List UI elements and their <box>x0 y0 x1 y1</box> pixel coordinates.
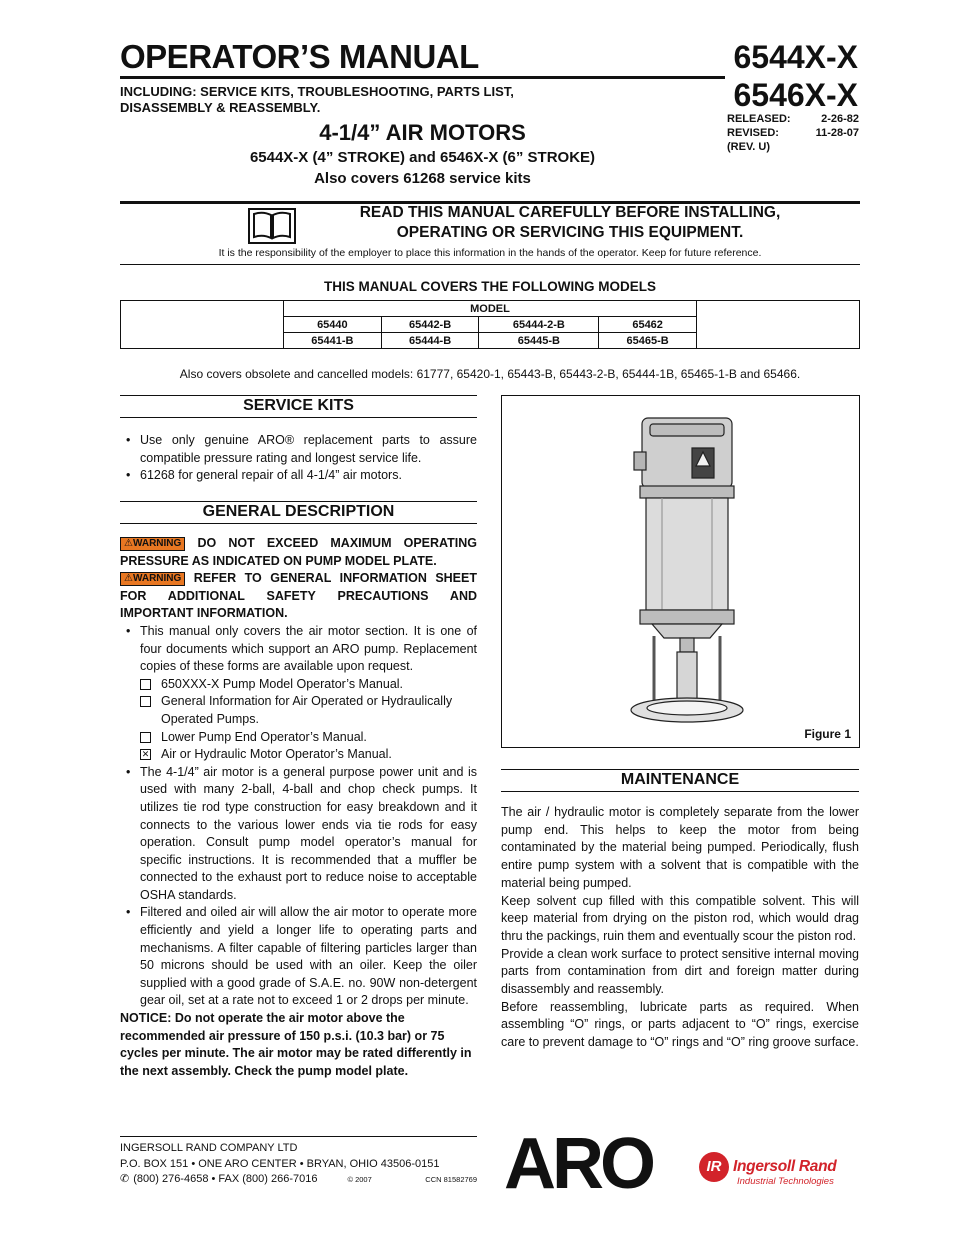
maintenance-paragraph: Keep solvent cup filled with this compatible solvent. This will keep material from drying on the piston rod, which would drag thru the packings, ruin them and eventually scour the piston rod. <box>501 893 859 943</box>
models-table-title: THIS MANUAL COVERS THE FOLLOWING MODELS <box>324 279 656 294</box>
covers-line: Also covers 61268 service kits <box>314 170 531 187</box>
product-title: 4-1/4” AIR MOTORS <box>319 120 526 145</box>
section-heading: MAINTENANCE <box>501 769 859 792</box>
document-check-item: General Information for Air Operated or Hydraulically Operated Pumps. <box>140 693 477 728</box>
checkbox-icon <box>140 732 151 743</box>
warning-badge: ⚠WARNING <box>120 537 185 551</box>
general-description-section <box>120 501 477 1080</box>
read-manual-warning: READ THIS MANUAL CAREFULLY BEFORE INSTALLING, OPERATING OR SERVICING THIS EQUIPMENT. <box>359 204 781 241</box>
footer-rule <box>120 1136 477 1137</box>
section-heading: GENERAL DESCRIPTION <box>120 501 477 524</box>
list-item: • The 4-1/4” air motor is a general purpose power unit and is used with many 2-ball, 4-ball and chop check pumps. It utilizes tie rod type construction for easy breakdown and it connects to the various lower ends via tie rods for easy operation. Consult pump model operator’s manual for specific instructions. It is recommended that a muffler be connected to the exhaust port to reduce noise to acceptable OSHA standards. <box>120 764 477 905</box>
figure-caption: Figure 1 <box>804 727 851 741</box>
maintenance-paragraph: The air / hydraulic motor is completely separate from the lower pump end. This helps to keep the motor from being contaminated by the material being pumped. Periodically, flush entire pump system with a solvent that is compatible with the material being pumped. <box>501 805 859 890</box>
revised-date: 11-28-07 <box>815 127 859 139</box>
warning-2: ⚠WARNING REFER TO GENERAL INFORMATION SHEET FOR ADDITIONAL SAFETY PRECAUTIONS AND IMPORTANT INFORMATION. <box>120 571 477 621</box>
ingersoll-rand-logo: IR Ingersoll Rand Industrial Technologies <box>699 1152 861 1187</box>
ir-logo-mark: IR <box>699 1152 729 1182</box>
document-check-item: ✕ Air or Hydraulic Motor Operator’s Manual. <box>141 747 392 762</box>
models-table <box>120 300 860 349</box>
list-item: • Use only genuine ARO® replacement parts to assure compatible pressure rating and longest service life. <box>120 432 477 467</box>
aro-logo: ARO <box>504 1124 652 1204</box>
company-address: INGERSOLL RAND COMPANY LTD P.O. BOX 151 • ONE ARO CENTER • BRYAN, OHIO 43506-0151 ✆ (800) 276-4658 • FAX (800) 266-7016 © 2007 CCN 81582769 <box>120 1141 477 1188</box>
service-kits-section <box>120 395 477 485</box>
warning-badge: ⚠WARNING <box>120 572 185 586</box>
document-check-item: Lower Pump End Operator’s Manual. <box>140 729 477 747</box>
figure-1 <box>501 395 860 748</box>
maintenance-section <box>501 769 859 1052</box>
document-check-item: 650XXX-X Pump Model Operator’s Manual. <box>140 676 477 694</box>
stroke-line: 6544X-X (4” STROKE) and 6546X-X (6” STROKE) <box>249 149 596 166</box>
revision: (REV. U) <box>727 141 770 153</box>
phone-icon: ✆ <box>120 1173 130 1185</box>
covers-rule <box>120 264 860 265</box>
released-date: 2-26-82 <box>821 113 859 125</box>
table-row: 65441-B 65444-B 65445-B 65465-B <box>121 333 860 349</box>
obsolete-models: Also covers obsolete and cancelled models: 61777, 65420-1, 65443-B, 65443-2-B, 65444-1B, 65465-1-B and 65466. <box>179 367 801 381</box>
air-motor-illustration <box>622 408 752 728</box>
list-item: • 61268 for general repair of all 4-1/4” air motors. <box>120 467 477 485</box>
maintenance-paragraph: Provide a clean work surface to protect sensitive internal moving parts from contamination from dirt and foreign matter during disassembly and reassembly. <box>501 946 859 997</box>
model-numbers <box>733 38 858 114</box>
checkbox-icon <box>140 679 151 690</box>
release-info: RELEASED: 2-26-82 REVISED: 11-28-07 (REV. U) <box>727 113 859 153</box>
checkbox-checked-icon: ✕ <box>141 749 150 760</box>
including-line: INCLUDING: SERVICE KITS, TROUBLESHOOTING, PARTS LIST, DISASSEMBLY & REASSEMBLY. <box>120 84 514 115</box>
maintenance-paragraph: Before reassembling, lubricate parts as required. When assembling “O” rings, or parts adjacent to “O” rings, exercise care to prevent damage to “O” rings and “O” ring groove surface. <box>501 999 859 1050</box>
checkbox-icon <box>140 696 151 707</box>
models-table-header: MODEL <box>284 301 697 317</box>
document-title: OPERATOR’S MANUAL <box>120 38 479 75</box>
notice-paragraph: NOTICE: Do not operate the air motor above the recommended air pressure of 150 p.s.i. (10.3 bar) or 75 cycles per minute. The air motor may be rated differently in the next assembly. Check the pump model plate. <box>120 1011 472 1078</box>
list-item: • Filtered and oiled air will allow the air motor to operate more efficiently and yield a longer life to operating parts and mechanisms. A filter capable of filtering particles larger than 50 microns should be used with an oiler. Keep the oiler supplied with a good grade of S.A.E. no. 90W non-detergent gear oil, set at a rate not to exceed 1 or 2 drops per minute. <box>120 904 477 1010</box>
employer-responsibility: It is the responsibility of the employer to place this information in the hands of the operator. Keep for future reference. <box>218 247 762 259</box>
model-number-2: 6546X-X <box>733 77 858 113</box>
table-row: 65440 65442-B 65444-2-B 65462 <box>121 317 860 333</box>
warning-1: ⚠WARNING DO NOT EXCEED MAXIMUM OPERATING PRESSURE AS INDICATED ON PUMP MODEL PLATE. <box>120 536 477 568</box>
model-number-1: 6544X-X <box>733 39 858 75</box>
manual-book-icon <box>248 208 296 249</box>
title-rule <box>120 76 725 79</box>
list-item: • This manual only covers the air motor section. It is one of four documents which support an ARO pump. Replacement copies of these forms are available upon request. 650XXX-X Pump Model Operator’s Manual. General Information for Air Operated or Hydraulically Operated Pumps. Lower Pump End Operator’s Manual. ✕ Air or Hydraulic Motor Operator’s Manual. <box>120 623 477 764</box>
section-heading: SERVICE KITS <box>120 395 477 418</box>
